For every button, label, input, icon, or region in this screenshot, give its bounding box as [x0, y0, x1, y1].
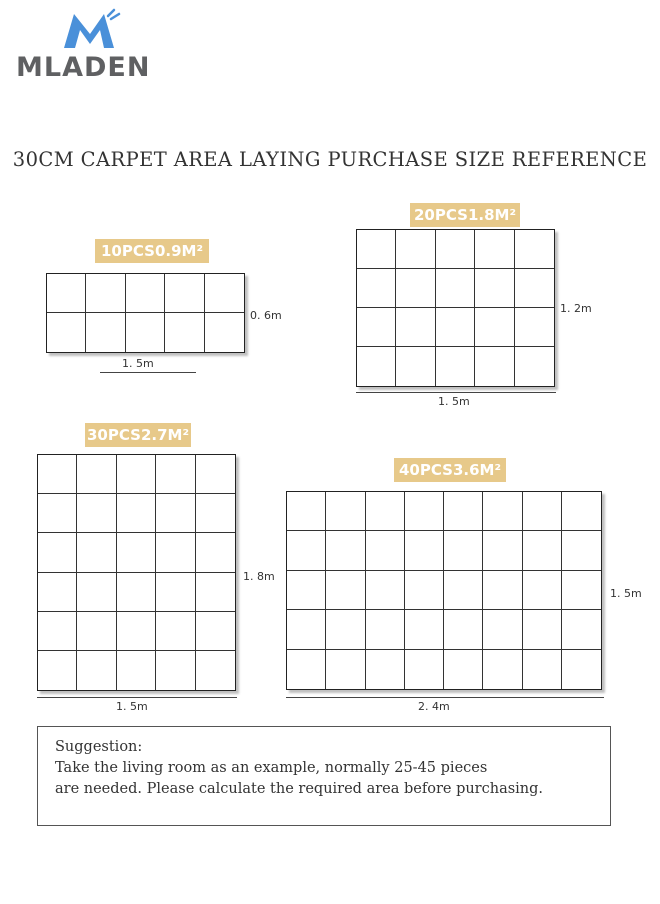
dimension-underline — [37, 697, 237, 698]
carpet-tile — [562, 531, 601, 570]
carpet-tile — [205, 313, 244, 352]
carpet-tile — [562, 650, 601, 689]
carpet-tile — [196, 533, 235, 572]
carpet-tile — [117, 533, 156, 572]
carpet-tile — [287, 571, 326, 610]
width-dimension-label: 2. 4m — [418, 700, 450, 713]
carpet-tile — [77, 455, 116, 494]
carpet-tile — [366, 492, 405, 531]
carpet-tile — [357, 230, 396, 269]
carpet-tile — [405, 531, 444, 570]
carpet-tile — [326, 650, 365, 689]
height-dimension-label: 1. 8m — [243, 570, 275, 583]
carpet-tile — [366, 650, 405, 689]
carpet-tile — [562, 492, 601, 531]
carpet-tile — [444, 571, 483, 610]
carpet-tile — [196, 494, 235, 533]
carpet-tile — [196, 612, 235, 651]
carpet-tile — [483, 610, 522, 649]
carpet-tile — [117, 612, 156, 651]
height-dimension-label: 1. 2m — [560, 302, 592, 315]
carpet-tile — [366, 610, 405, 649]
tile-grid-10pcs — [46, 273, 245, 353]
brand-logo-icon — [58, 8, 122, 50]
dimension-underline — [100, 372, 196, 373]
carpet-tile — [444, 531, 483, 570]
carpet-tile — [117, 494, 156, 533]
carpet-tile — [117, 455, 156, 494]
carpet-tile — [396, 269, 435, 308]
layout-label-30pcs: 30PCS2.7M² — [85, 423, 191, 447]
carpet-tile — [562, 571, 601, 610]
carpet-tile — [47, 313, 86, 352]
suggestion-box — [37, 726, 611, 826]
carpet-tile — [326, 610, 365, 649]
carpet-tile — [357, 308, 396, 347]
carpet-tile — [156, 612, 195, 651]
carpet-tile — [287, 492, 326, 531]
carpet-tile — [196, 455, 235, 494]
carpet-tile — [156, 494, 195, 533]
brand-name: MLADEN — [16, 52, 151, 83]
carpet-tile — [444, 610, 483, 649]
carpet-tile — [405, 610, 444, 649]
dimension-underline — [286, 697, 604, 698]
carpet-tile — [396, 230, 435, 269]
tile-grid-30pcs — [37, 454, 236, 691]
carpet-tile — [436, 269, 475, 308]
carpet-tile — [126, 274, 165, 313]
carpet-tile — [366, 571, 405, 610]
carpet-tile — [483, 571, 522, 610]
carpet-tile — [156, 573, 195, 612]
carpet-tile — [38, 612, 77, 651]
suggestion-line-2: are needed. Please calculate the required area before purchasing. — [55, 781, 544, 797]
carpet-tile — [77, 533, 116, 572]
carpet-tile — [515, 269, 554, 308]
carpet-tile — [523, 571, 562, 610]
carpet-tile — [165, 274, 204, 313]
layout-label-20pcs: 20PCS1.8M² — [410, 203, 520, 227]
carpet-tile — [396, 347, 435, 386]
carpet-tile — [483, 650, 522, 689]
carpet-tile — [38, 455, 77, 494]
carpet-tile — [515, 347, 554, 386]
carpet-tile — [523, 610, 562, 649]
carpet-tile — [156, 651, 195, 690]
carpet-tile — [475, 269, 514, 308]
carpet-tile — [287, 531, 326, 570]
carpet-tile — [205, 274, 244, 313]
carpet-tile — [523, 531, 562, 570]
layout-label-10pcs: 10PCS0.9M² — [95, 239, 209, 263]
carpet-tile — [117, 573, 156, 612]
carpet-tile — [405, 650, 444, 689]
page-title: 30CM CARPET AREA LAYING PURCHASE SIZE REFERENCE — [12, 148, 648, 171]
carpet-tile — [405, 492, 444, 531]
carpet-tile — [396, 308, 435, 347]
carpet-tile — [156, 533, 195, 572]
carpet-tile — [47, 274, 86, 313]
width-dimension-label: 1. 5m — [438, 395, 470, 408]
carpet-tile — [196, 573, 235, 612]
carpet-tile — [38, 494, 77, 533]
carpet-tile — [483, 492, 522, 531]
carpet-tile — [326, 492, 365, 531]
dimension-underline — [356, 392, 556, 393]
carpet-tile — [444, 492, 483, 531]
carpet-tile — [156, 455, 195, 494]
carpet-tile — [475, 347, 514, 386]
carpet-tile — [523, 650, 562, 689]
carpet-tile — [515, 308, 554, 347]
carpet-tile — [287, 650, 326, 689]
carpet-tile — [165, 313, 204, 352]
tile-grid-20pcs — [356, 229, 555, 387]
carpet-tile — [38, 651, 77, 690]
carpet-tile — [38, 573, 77, 612]
carpet-tile — [326, 571, 365, 610]
height-dimension-label: 0. 6m — [250, 309, 282, 322]
suggestion-line-1: Take the living room as an example, normally 25-45 pieces — [55, 760, 488, 776]
carpet-tile — [77, 651, 116, 690]
carpet-tile — [77, 494, 116, 533]
carpet-tile — [357, 269, 396, 308]
carpet-tile — [86, 313, 125, 352]
carpet-tile — [436, 230, 475, 269]
carpet-tile — [523, 492, 562, 531]
carpet-tile — [436, 347, 475, 386]
carpet-tile — [196, 651, 235, 690]
carpet-tile — [326, 531, 365, 570]
carpet-tile — [444, 650, 483, 689]
carpet-tile — [562, 610, 601, 649]
layout-label-40pcs: 40PCS3.6M² — [394, 458, 506, 482]
carpet-tile — [405, 571, 444, 610]
carpet-tile — [515, 230, 554, 269]
carpet-tile — [483, 531, 522, 570]
carpet-tile — [117, 651, 156, 690]
carpet-tile — [287, 610, 326, 649]
carpet-tile — [357, 347, 396, 386]
carpet-tile — [475, 230, 514, 269]
carpet-tile — [366, 531, 405, 570]
carpet-tile — [86, 274, 125, 313]
carpet-tile — [38, 533, 77, 572]
carpet-tile — [126, 313, 165, 352]
width-dimension-label: 1. 5m — [116, 700, 148, 713]
height-dimension-label: 1. 5m — [610, 587, 642, 600]
width-dimension-label: 1. 5m — [122, 357, 154, 370]
suggestion-heading: Suggestion: — [55, 739, 143, 755]
carpet-tile — [436, 308, 475, 347]
carpet-tile — [475, 308, 514, 347]
tile-grid-40pcs — [286, 491, 602, 690]
carpet-tile — [77, 612, 116, 651]
carpet-tile — [77, 573, 116, 612]
